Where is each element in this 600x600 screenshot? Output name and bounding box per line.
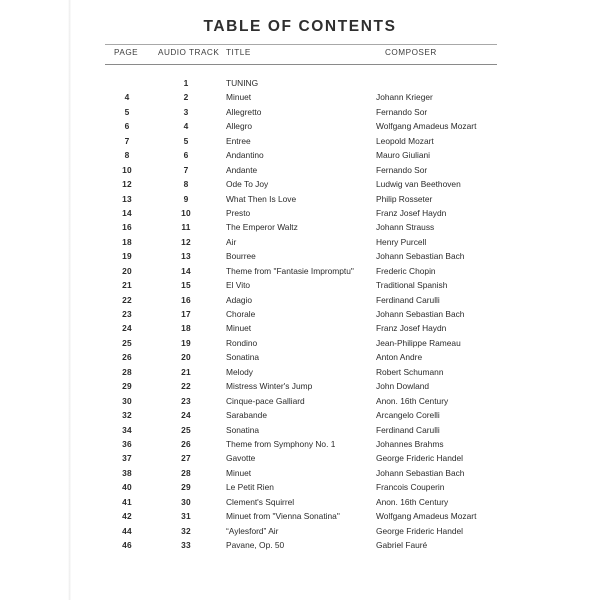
column-header-page: PAGE bbox=[114, 48, 139, 57]
cell-composer: Jean-Philippe Rameau bbox=[376, 337, 461, 348]
table-row bbox=[105, 150, 497, 164]
cell-composer: Anton Andre bbox=[376, 352, 423, 363]
cell-track: 14 bbox=[181, 265, 191, 276]
cell-title: What Then Is Love bbox=[226, 193, 297, 204]
cell-composer: Philip Rosseter bbox=[376, 193, 433, 204]
cell-composer: Ludwig van Beethoven bbox=[376, 179, 461, 190]
cell-page: 42 bbox=[122, 511, 132, 522]
cell-title: Theme from Symphony No. 1 bbox=[226, 438, 336, 449]
cell-track: 25 bbox=[181, 424, 191, 435]
cell-page: 38 bbox=[122, 467, 132, 478]
cell-page: 4 bbox=[124, 92, 130, 103]
cell-track: 29 bbox=[181, 482, 191, 493]
cell-title: Andante bbox=[226, 164, 258, 175]
cell-composer: Arcangelo Corelli bbox=[376, 410, 440, 421]
table-row bbox=[105, 237, 497, 251]
cell-composer: Johann Sebastian Bach bbox=[376, 309, 465, 319]
cell-page: 6 bbox=[124, 121, 130, 132]
cell-page: 23 bbox=[122, 309, 132, 319]
cell-composer: Henry Purcell bbox=[376, 236, 427, 247]
cell-track: 16 bbox=[181, 294, 191, 305]
cell-composer: Fernando Sor bbox=[376, 164, 428, 175]
cell-page: 26 bbox=[122, 352, 132, 363]
cell-composer: Franz Josef Haydn bbox=[376, 207, 447, 218]
column-header-audio-track: AUDIO TRACK bbox=[158, 48, 220, 57]
cell-page: 32 bbox=[122, 410, 132, 421]
table-body bbox=[105, 78, 497, 554]
cell-page: 14 bbox=[122, 207, 132, 218]
table-row bbox=[105, 526, 497, 540]
table-row bbox=[105, 179, 497, 193]
cell-composer: John Dowland bbox=[376, 381, 430, 392]
cell-page: 25 bbox=[122, 337, 132, 348]
cell-track: 20 bbox=[181, 352, 191, 363]
cell-title: Clement's Squirrel bbox=[226, 496, 295, 507]
cell-title: Sonatina bbox=[226, 424, 260, 435]
cell-composer: George Frideric Handel bbox=[376, 525, 464, 536]
table-header-bottom-rule bbox=[105, 64, 497, 65]
cell-track: 11 bbox=[181, 222, 191, 233]
cell-composer: Johann Sebastian Bach bbox=[376, 251, 465, 262]
cell-track: 12 bbox=[181, 236, 191, 247]
cell-title: “Aylesford” Air bbox=[226, 525, 279, 536]
cell-composer: Traditional Spanish bbox=[376, 280, 448, 291]
cell-track: 28 bbox=[181, 467, 191, 478]
table-row bbox=[105, 439, 497, 453]
cell-track: 15 bbox=[181, 280, 191, 291]
cell-track: 17 bbox=[181, 309, 191, 319]
table-row bbox=[105, 381, 497, 395]
cell-page: 29 bbox=[122, 381, 132, 392]
cell-page: 44 bbox=[122, 525, 132, 536]
cell-track: 10 bbox=[181, 207, 191, 218]
cell-composer: Franz Josef Haydn bbox=[376, 323, 447, 334]
cell-page: 16 bbox=[122, 222, 132, 233]
table-row bbox=[105, 280, 497, 294]
cell-track: 24 bbox=[181, 410, 191, 421]
table-row bbox=[105, 136, 497, 150]
column-header-title: TITLE bbox=[226, 48, 251, 57]
cell-composer: Johann Sebastian Bach bbox=[376, 467, 465, 478]
table-row bbox=[105, 511, 497, 525]
cell-title: Adagio bbox=[226, 294, 253, 305]
cell-composer: Johann Strauss bbox=[376, 222, 435, 233]
cell-track: 21 bbox=[181, 366, 191, 377]
table-row bbox=[105, 165, 497, 179]
cell-composer: Ferdinand Carulli bbox=[376, 424, 440, 435]
table-row bbox=[105, 482, 497, 496]
cell-composer: Robert Schumann bbox=[376, 366, 444, 377]
table-row bbox=[105, 323, 497, 337]
cell-title: Air bbox=[226, 236, 237, 247]
cell-page: 24 bbox=[122, 323, 132, 334]
cell-title: Gavotte bbox=[226, 453, 256, 464]
cell-title: Allegro bbox=[226, 121, 253, 132]
cell-page: 19 bbox=[122, 251, 132, 262]
cell-track: 1 bbox=[183, 78, 189, 88]
cell-title: Rondino bbox=[226, 337, 258, 348]
table-row bbox=[105, 78, 497, 92]
cell-title: Melody bbox=[226, 366, 253, 377]
cell-title: Bourree bbox=[226, 251, 256, 262]
table-row bbox=[105, 497, 497, 511]
cell-composer: Leopold Mozart bbox=[376, 135, 434, 146]
cell-title: Chorale bbox=[226, 309, 256, 319]
cell-composer: Gabriel Fauré bbox=[376, 540, 428, 550]
table-row bbox=[105, 540, 497, 554]
cell-track: 3 bbox=[183, 106, 189, 117]
cell-track: 9 bbox=[183, 193, 189, 204]
table-row bbox=[105, 352, 497, 366]
cell-title: The Emperor Waltz bbox=[226, 222, 298, 233]
cell-page: 22 bbox=[122, 294, 132, 305]
cell-title: Minuet bbox=[226, 323, 252, 334]
cell-composer: Wolfgang Amadeus Mozart bbox=[376, 511, 477, 522]
table-of-contents bbox=[105, 44, 497, 554]
page-title: TABLE OF CONTENTS bbox=[203, 18, 397, 35]
cell-page: 41 bbox=[122, 496, 132, 507]
cell-composer: Mauro Giuliani bbox=[376, 150, 430, 161]
cell-title: Cinque-pace Galliard bbox=[226, 395, 305, 406]
cell-composer: Fernando Sor bbox=[376, 106, 428, 117]
cell-composer: Frederic Chopin bbox=[376, 265, 436, 276]
table-row bbox=[105, 468, 497, 482]
cell-composer: Francois Couperin bbox=[376, 482, 445, 493]
table-row bbox=[105, 309, 497, 323]
cell-page: 13 bbox=[122, 193, 132, 204]
cell-track: 13 bbox=[181, 251, 191, 262]
cell-title: Pavane, Op. 50 bbox=[226, 540, 285, 550]
cell-composer: Wolfgang Amadeus Mozart bbox=[376, 121, 477, 132]
cell-page: 20 bbox=[122, 265, 132, 276]
table-row bbox=[105, 222, 497, 236]
cell-composer: Anon. 16th Century bbox=[376, 496, 449, 507]
cell-title: Presto bbox=[226, 207, 251, 218]
cell-title: Theme from "Fantasie Impromptu" bbox=[226, 265, 354, 276]
cell-page: 40 bbox=[122, 482, 132, 493]
table-row bbox=[105, 92, 497, 106]
table-row bbox=[105, 453, 497, 467]
cell-track: 27 bbox=[181, 453, 191, 464]
table-row bbox=[105, 338, 497, 352]
cell-page: 21 bbox=[122, 280, 132, 291]
cell-track: 31 bbox=[181, 511, 191, 522]
cell-composer: Johannes Brahms bbox=[376, 438, 444, 449]
cell-page: 30 bbox=[122, 395, 132, 406]
cell-title: TUNING bbox=[226, 78, 259, 88]
cell-track: 5 bbox=[183, 135, 189, 146]
cell-page: 8 bbox=[124, 150, 130, 161]
cell-page: 18 bbox=[122, 236, 132, 247]
cell-page: 12 bbox=[122, 179, 132, 190]
cell-title: Ode To Joy bbox=[226, 179, 269, 190]
cell-track: 6 bbox=[183, 150, 189, 161]
table-row bbox=[105, 396, 497, 410]
table-row bbox=[105, 121, 497, 135]
table-row bbox=[105, 425, 497, 439]
cell-page: 46 bbox=[122, 540, 132, 550]
cell-title: Sarabande bbox=[226, 410, 267, 421]
cell-title: Sonatina bbox=[226, 352, 260, 363]
cell-track: 7 bbox=[183, 164, 189, 175]
table-row bbox=[105, 367, 497, 381]
cell-track: 33 bbox=[181, 540, 191, 550]
cell-page: 7 bbox=[124, 135, 130, 146]
table-header-row bbox=[105, 45, 497, 64]
cell-track: 23 bbox=[181, 395, 191, 406]
cell-title: El Vito bbox=[226, 280, 251, 291]
cell-track: 2 bbox=[183, 92, 189, 103]
table-row bbox=[105, 107, 497, 121]
cell-track: 32 bbox=[181, 525, 191, 536]
cell-title: Le Petit Rien bbox=[226, 482, 274, 493]
cell-title: Minuet bbox=[226, 92, 252, 103]
table-row bbox=[105, 266, 497, 280]
column-header-composer: COMPOSER bbox=[385, 48, 437, 57]
cell-track: 26 bbox=[181, 438, 191, 449]
cell-composer: George Frideric Handel bbox=[376, 453, 464, 464]
cell-composer: Anon. 16th Century bbox=[376, 395, 449, 406]
cell-page: 28 bbox=[122, 366, 132, 377]
table-row bbox=[105, 251, 497, 265]
table-row bbox=[105, 295, 497, 309]
cell-composer: Johann Krieger bbox=[376, 92, 433, 103]
cell-track: 4 bbox=[183, 121, 189, 132]
cell-page: 5 bbox=[124, 106, 130, 117]
cell-composer: Ferdinand Carulli bbox=[376, 294, 440, 305]
cell-page: 36 bbox=[122, 438, 132, 449]
cell-title: Andantino bbox=[226, 150, 264, 161]
cell-title: Allegretto bbox=[226, 106, 262, 117]
table-row bbox=[105, 410, 497, 424]
cell-page: 37 bbox=[122, 453, 132, 464]
cell-track: 18 bbox=[181, 323, 191, 334]
cell-track: 30 bbox=[181, 496, 191, 507]
table-row bbox=[105, 208, 497, 222]
cell-title: Minuet bbox=[226, 467, 252, 478]
cell-title: Minuet from "Vienna Sonatina" bbox=[226, 511, 340, 522]
cell-track: 8 bbox=[183, 179, 189, 190]
cell-page: 34 bbox=[122, 424, 132, 435]
cell-title: Entree bbox=[226, 135, 251, 146]
cell-track: 22 bbox=[181, 381, 191, 392]
cell-page: 10 bbox=[122, 164, 132, 175]
cell-track: 19 bbox=[181, 337, 191, 348]
page-gutter-shading bbox=[68, 0, 71, 600]
table-row bbox=[105, 194, 497, 208]
cell-title: Mistress Winter's Jump bbox=[226, 381, 313, 392]
